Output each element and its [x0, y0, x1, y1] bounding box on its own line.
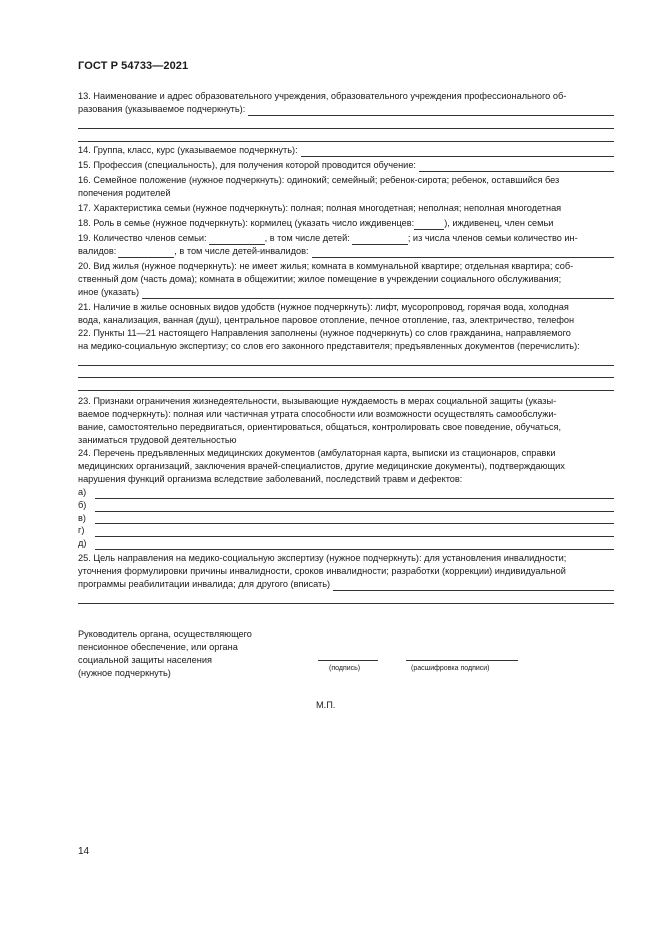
item-23-line1: 23. Признаки ограничения жизнедеятельности, вызывающие нуждаемость в мерах социальной защиты (указы- — [78, 396, 557, 407]
item-20-line2: ственный дом (часть дома); комната в общежитии; жилое помещение в учреждении социального обслуживания; — [78, 274, 562, 285]
item-15 — [78, 159, 614, 172]
item-25-line3: программы реабилитации инвалида; для другого (вписать) — [78, 579, 331, 590]
item-24-letter-g: г) — [78, 525, 85, 536]
signature-caption: (подпись) — [329, 665, 361, 672]
dependents-count-field[interactable] — [414, 220, 444, 230]
item-24-line3: нарушения функций организма вследствие заболеваний, последствий травм и дефектов: — [78, 473, 463, 484]
item-24 — [78, 447, 614, 550]
item-24-field-v[interactable] — [95, 514, 614, 524]
page-number: 14 — [78, 846, 90, 857]
item-19-children-label: , в том числе детей: — [264, 233, 350, 244]
item-24-field-d[interactable] — [95, 540, 614, 550]
item-14-label: 14. Группа, класс, курс (указываемое подчеркнуть): — [78, 144, 298, 155]
item-25-blank-line[interactable] — [78, 591, 614, 604]
signature-field[interactable] — [318, 660, 378, 661]
item-15-field[interactable] — [419, 162, 614, 172]
item-24-field-g[interactable] — [95, 527, 614, 537]
item-16-line2: попечения родителей — [78, 187, 171, 198]
disabled-count-field[interactable] — [118, 248, 174, 258]
disabled-children-field[interactable] — [312, 248, 614, 258]
item-21-line1: 21. Наличие в жилье основных видов удобств (нужное подчеркнуть): лифт, мусоропровод, горячая вода, холодная — [78, 302, 569, 313]
item-22-blank-line[interactable] — [78, 378, 614, 391]
item-24-line2: медицинских организаций, заключения врачей-специалистов, другие медицинские документы), подтверждающих — [78, 460, 565, 471]
item-16-line1: 16. Семейное положение (нужное подчеркнуть): одинокий; семейный; ребенок-сирота; ребенок, оставшийся без — [78, 174, 560, 185]
item-23-line3: вание, самостоятельно передвигаться, ориентироваться, общаться, контролировать свое поведение, обучаться, — [78, 422, 562, 433]
item-20-line1: 20. Вид жилья (нужное подчеркнуть): не имеет жилья; комната в коммунальной квартире; отдельная квартира; соб- — [78, 261, 574, 272]
item-20-other-field[interactable] — [142, 289, 614, 299]
item-13-field[interactable] — [248, 106, 614, 116]
item-13-line1: 13. Наименование и адрес образовательного учреждения, образовательного учреждения профессионального об- — [78, 91, 567, 101]
signatory-line1: Руководитель органа, осуществляющего — [78, 629, 252, 639]
item-24-letter-a: а) — [78, 486, 87, 497]
item-25-line1: 25. Цель направления на медико-социальную экспертизу (нужное подчеркнуть): для установления инвалидности; — [78, 553, 567, 564]
item-18-label: 18. Роль в семье (нужное подчеркнуть): кормилец (указать число иждивенцев: — [78, 218, 415, 229]
family-members-field[interactable] — [209, 235, 265, 245]
item-19-disabled-children-label: , в том числе детей-инвалидов: — [174, 246, 309, 257]
item-19-disabled-label2: валидов: — [78, 246, 117, 257]
item-18 — [78, 217, 614, 230]
signatory-line3: социальной защиты населения — [78, 654, 212, 665]
item-13 — [78, 90, 614, 142]
item-25-other-field[interactable] — [333, 581, 614, 591]
item-20 — [78, 260, 614, 299]
item-21 — [78, 301, 614, 327]
stamp-place: М.П. — [316, 700, 336, 710]
item-20-line3: иное (указать) — [78, 286, 140, 297]
item-14 — [78, 144, 614, 157]
item-22 — [78, 327, 614, 391]
signatory-line2: пенсионное обеспечение, или органа — [78, 641, 238, 652]
signatory-line4: (нужное подчеркнуть) — [78, 667, 171, 678]
item-13-blank-line[interactable] — [78, 129, 614, 142]
item-18-label-end: ), иждивенец, член семьи — [444, 218, 554, 229]
item-23 — [78, 395, 614, 447]
item-23-line2: ваемое подчеркнуть): полная или частичная утрата способности или возможности осуществлять самообслужи- — [78, 409, 557, 420]
item-24-field-b[interactable] — [95, 502, 614, 512]
item-16 — [78, 174, 614, 200]
item-13-line2: разования (указываемое подчеркнуть): — [78, 103, 246, 114]
item-24-letter-d: д) — [78, 538, 87, 549]
item-14-field[interactable] — [301, 147, 614, 157]
signature-decode-caption: (расшифровка подписи) — [411, 665, 490, 672]
item-19 — [78, 232, 614, 258]
item-19-label: 19. Количество членов семьи: — [78, 233, 207, 244]
item-21-line2: вода, канализация, ванная (душ), центральное паровое отопление, печное отопление, газ, электричество, телефон — [78, 314, 575, 325]
item-17: 17. Характеристика семьи (нужное подчеркнуть): полная; полная многодетная; неполная; неполная многодетная — [78, 202, 562, 213]
item-24-line1: 24. Перечень предъявленных медицинских документов (амбулаторная карта, выписки из стационаров, справки — [78, 447, 556, 458]
signature-block — [78, 628, 252, 680]
item-24-field-a[interactable] — [95, 489, 614, 499]
item-22-blank-line[interactable] — [78, 366, 614, 379]
document-header: ГОСТ Р 54733—2021 — [78, 60, 189, 72]
item-25 — [78, 552, 614, 604]
item-22-line1: 22. Пункты 11—21 настоящего Направления заполнены (нужное подчеркнуть) со слов гражданина, направляемого — [78, 327, 571, 338]
item-24-letter-b: б) — [78, 499, 87, 510]
item-22-line2: на медико-социальную экспертизу; со слов его законного представителя; предъявленных документов (перечислить): — [78, 340, 580, 351]
item-25-line2: уточнения формулировки причины инвалидности, сроков инвалидности; разработки (коррекции) индивидуальной — [78, 566, 566, 577]
item-24-letter-v: в) — [78, 512, 86, 523]
item-13-blank-line[interactable] — [78, 116, 614, 129]
form-body — [78, 90, 614, 604]
item-23-line4: заниматься трудовой деятельностью — [78, 435, 237, 446]
children-count-field[interactable] — [352, 235, 408, 245]
item-22-blank-line[interactable] — [78, 353, 614, 366]
item-19-disabled-label: ; из числа членов семьи количество ин- — [407, 233, 578, 244]
item-15-label: 15. Профессия (специальность), для получения которой проводится обучение: — [78, 159, 416, 170]
signature-decode-field[interactable] — [406, 660, 518, 661]
